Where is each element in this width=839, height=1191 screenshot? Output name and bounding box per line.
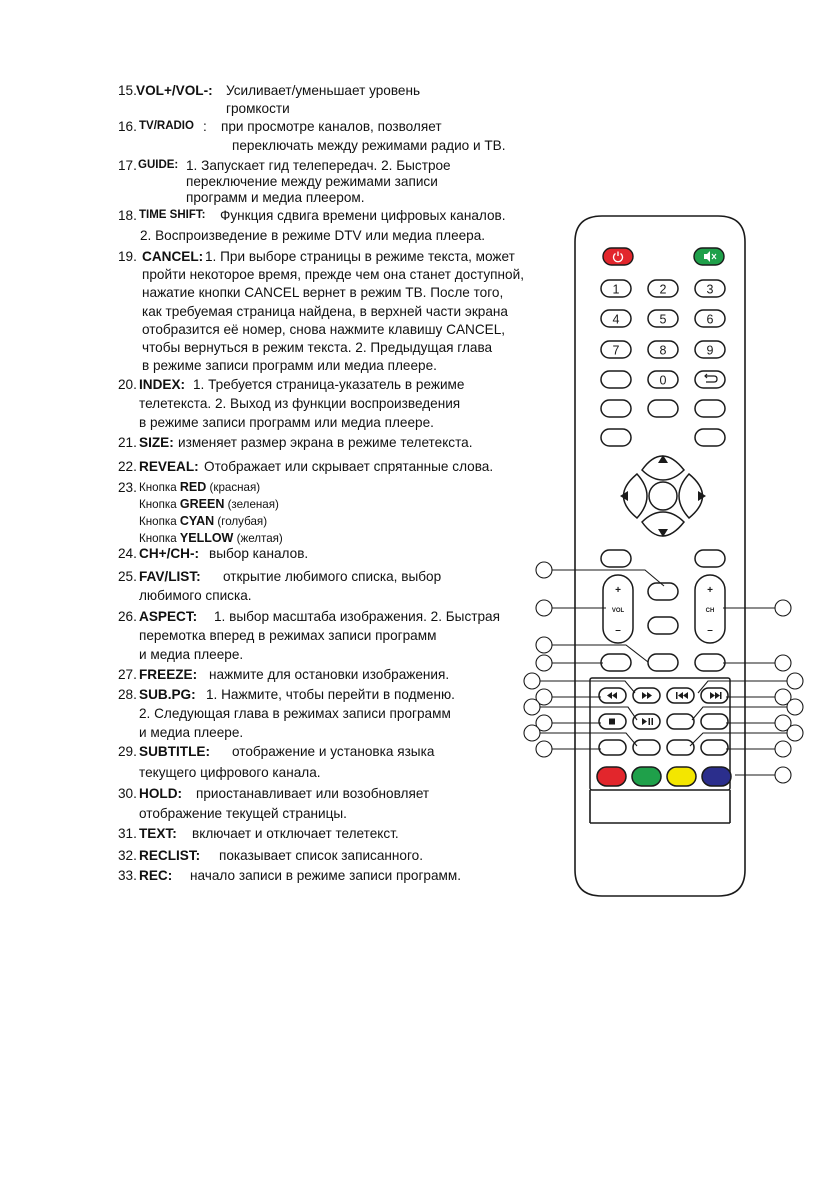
time-shift-button bbox=[648, 400, 678, 417]
item-number: 28. bbox=[118, 687, 137, 702]
item-term: ASPECT: bbox=[139, 609, 198, 624]
red-button bbox=[597, 767, 626, 786]
ch-minus-label: – bbox=[707, 625, 713, 636]
yellow-button bbox=[667, 767, 696, 786]
item-number: 26. bbox=[118, 609, 137, 624]
item-term: GUIDE: bbox=[138, 159, 179, 171]
media-button-4 bbox=[701, 740, 728, 755]
item-term: FAV/LIST: bbox=[139, 569, 201, 584]
item-term: HOLD: bbox=[139, 786, 183, 801]
digit-label: 2 bbox=[659, 282, 667, 297]
reveal-button bbox=[601, 550, 631, 567]
item-description-line: переключение между режимами записи bbox=[186, 174, 438, 189]
callout-circle bbox=[536, 655, 552, 671]
digit-label: 8 bbox=[659, 343, 667, 358]
color-key-suffix: (желтая) bbox=[233, 532, 283, 545]
callout-circle bbox=[775, 741, 791, 757]
item-term: TIME SHIFT: bbox=[139, 209, 206, 221]
digit-label: 6 bbox=[706, 312, 714, 327]
size-button bbox=[695, 429, 725, 446]
item-number: 20. bbox=[118, 377, 137, 392]
digit-label: 5 bbox=[659, 312, 667, 327]
ch-label: CH bbox=[705, 608, 715, 614]
digit-label: 0 bbox=[659, 373, 667, 388]
color-key-name: YELLOW bbox=[179, 531, 234, 545]
item-description-line: включает и отключает телетекст. bbox=[192, 826, 399, 841]
color-key-name: RED bbox=[179, 480, 207, 494]
item-term: FREEZE: bbox=[139, 667, 198, 682]
ok-button bbox=[649, 482, 677, 510]
green-button bbox=[632, 767, 661, 786]
digit-label: 7 bbox=[612, 343, 620, 358]
item-description-line: любимого списка. bbox=[139, 588, 252, 603]
item-description-line: 1. Требуется страница-указатель в режиме bbox=[193, 377, 465, 392]
item-number: 19. bbox=[118, 249, 137, 264]
item-number: 31. bbox=[118, 826, 137, 841]
index-button bbox=[601, 429, 631, 446]
exit-button bbox=[695, 550, 725, 567]
stop-icon bbox=[609, 719, 615, 725]
item-number: 33. bbox=[118, 868, 137, 883]
color-key-prefix: Кнопка bbox=[139, 498, 180, 511]
item-number: 22. bbox=[118, 459, 137, 474]
item-number: 17. bbox=[118, 158, 137, 173]
item-description-line: нажатие кнопки CANCEL вернет в режим ТВ. После того, bbox=[142, 285, 504, 301]
callout-circle bbox=[536, 562, 552, 578]
callout-circle bbox=[775, 655, 791, 671]
callout-circle bbox=[775, 767, 791, 783]
item-term: VOL+/VOL-: bbox=[136, 83, 213, 98]
ch-plus-label: + bbox=[707, 585, 713, 596]
item-description-line: отображение и установка языка bbox=[232, 744, 435, 759]
item-description-line: изменяет размер экрана в режиме телетекста. bbox=[178, 435, 473, 450]
item-term: SUBTITLE: bbox=[139, 744, 210, 759]
item-number: 16. bbox=[118, 119, 137, 134]
color-key-prefix: Кнопка bbox=[139, 515, 180, 528]
callout-circle bbox=[524, 699, 540, 715]
item-description-line: как требуемая страница найдена, в верхней части экрана bbox=[142, 303, 508, 319]
aspect-button bbox=[648, 617, 678, 634]
hold-button bbox=[667, 714, 694, 729]
item-number: 15. bbox=[118, 83, 137, 98]
vol-label: VOL bbox=[611, 608, 625, 614]
callout-circle bbox=[524, 725, 540, 741]
item-description-line: телетекста. 2. Выход из функции воспроизведения bbox=[139, 396, 461, 411]
item-number: 21. bbox=[118, 435, 137, 450]
tv-radio-button bbox=[601, 371, 631, 388]
cancel-button bbox=[695, 400, 725, 417]
callout-circle bbox=[524, 673, 540, 689]
item-description-line: нажмите для остановки изображения. bbox=[209, 667, 450, 682]
item-description-line: Функция сдвига времени цифровых каналов. bbox=[220, 208, 506, 223]
digit-label: 1 bbox=[612, 282, 620, 297]
item-separator: : bbox=[203, 119, 207, 134]
recall-button bbox=[695, 371, 725, 388]
guide-button bbox=[601, 400, 631, 417]
item-description-line: приостанавливает или возобновляет bbox=[196, 786, 430, 801]
color-key-name: GREEN bbox=[179, 497, 225, 511]
color-key-suffix: (красная) bbox=[206, 481, 261, 494]
item-term: TEXT: bbox=[139, 826, 177, 841]
item-term: REC: bbox=[139, 868, 173, 883]
vol-plus-label: + bbox=[615, 585, 621, 596]
item-description-line: в режиме записи программ или медиа плеере. bbox=[139, 415, 434, 430]
freeze-button bbox=[601, 654, 631, 671]
item-description-line: показывает список записанного. bbox=[219, 848, 423, 863]
callout-circle bbox=[787, 725, 803, 741]
item-description-line: выбор каналов. bbox=[209, 546, 309, 561]
item-description-line: 1. выбор масштаба изображения. 2. Быстрая bbox=[214, 609, 500, 624]
item-term: RECLIST: bbox=[139, 848, 201, 863]
text-button bbox=[701, 714, 728, 729]
item-description-line: переключать между режимами радио и ТВ. bbox=[232, 138, 506, 153]
item-number: 29. bbox=[118, 744, 137, 759]
item-description-line: 1. Запускает гид телепередач. 2. Быстрое bbox=[186, 158, 451, 173]
subtitle-button bbox=[695, 654, 725, 671]
item-number: 25. bbox=[118, 569, 137, 584]
color-key-suffix: (голубая) bbox=[214, 515, 268, 528]
item-number: 32. bbox=[118, 848, 137, 863]
item-number: 23. bbox=[118, 480, 137, 495]
color-key-prefix: Кнопка bbox=[139, 532, 180, 545]
color-key-suffix: (зеленая) bbox=[224, 498, 279, 511]
item-description-line: в режиме записи программ или медиа плеере. bbox=[142, 358, 437, 374]
item-number: 24. bbox=[118, 546, 137, 561]
item-description-line: 2. Следующая глава в режимах записи программ bbox=[139, 706, 451, 721]
item-description-line: перемотка вперед в режимах записи программ bbox=[139, 628, 437, 643]
item-number: 18. bbox=[118, 208, 137, 223]
item-description-line: Усиливает/уменьшает уровень bbox=[226, 83, 421, 98]
item-term: SIZE: bbox=[139, 435, 174, 450]
digit-label: 3 bbox=[706, 282, 714, 297]
item-description-line: текущего цифрового канала. bbox=[139, 765, 321, 780]
item-description-line: чтобы вернуться в режим текста. 2. Предыдущая глава bbox=[142, 340, 493, 355]
item-description-line: 1. Нажмите, чтобы перейти в подменю. bbox=[206, 687, 455, 702]
item-term: TV/RADIO bbox=[139, 120, 194, 132]
item-description-line: и медиа плеере. bbox=[139, 725, 244, 740]
item-description-line: 2. Воспроизведение в режиме DTV или медиа плеера. bbox=[140, 228, 486, 243]
item-description-line: отображение текущей страницы. bbox=[139, 806, 347, 821]
color-key-prefix: Кнопка bbox=[139, 481, 180, 494]
media-button-3 bbox=[667, 740, 694, 755]
item-description-line: программ и медиа плеером. bbox=[186, 190, 365, 205]
item-description-line: отобразится её номер, снова нажмите клавишу CANCEL, bbox=[142, 321, 506, 337]
sub-pg-button bbox=[648, 654, 678, 671]
item-description-line: громкости bbox=[226, 101, 290, 116]
callout-circle bbox=[536, 600, 552, 616]
item-description-line: начало записи в режиме записи программ. bbox=[190, 868, 462, 883]
digit-label: 4 bbox=[612, 312, 620, 327]
rec-button bbox=[633, 740, 660, 755]
item-description-line: Отображает или скрывает спрятанные слова. bbox=[204, 459, 494, 474]
callout-circle bbox=[775, 600, 791, 616]
item-term: CH+/CH-: bbox=[139, 546, 200, 561]
item-description-line: пройти некоторое время, прежде чем она станет доступной, bbox=[142, 267, 524, 283]
item-description-line: при просмотре каналов, позволяет bbox=[221, 119, 442, 134]
item-description-line: и медиа плеере. bbox=[139, 647, 244, 662]
blue-button bbox=[702, 767, 731, 786]
color-key-name: CYAN bbox=[179, 514, 215, 528]
digit-label: 9 bbox=[706, 343, 714, 358]
callout-circle bbox=[536, 741, 552, 757]
rec-list-button bbox=[599, 740, 626, 755]
callout-circle bbox=[787, 673, 803, 689]
callout-circle bbox=[536, 637, 552, 653]
item-number: 27. bbox=[118, 667, 137, 682]
item-description-line: открытие любимого списка, выбор bbox=[223, 569, 442, 584]
item-term: INDEX: bbox=[139, 377, 186, 392]
power-button bbox=[603, 248, 633, 265]
item-term: CANCEL: bbox=[142, 249, 204, 264]
callout-circle bbox=[787, 699, 803, 715]
item-term: REVEAL: bbox=[139, 459, 199, 474]
item-description-line: 1. При выборе страницы в режиме текста, может bbox=[205, 249, 515, 264]
item-term: SUB.PG: bbox=[139, 687, 196, 702]
vol-minus-label: – bbox=[615, 625, 621, 636]
item-number: 30. bbox=[118, 786, 137, 801]
